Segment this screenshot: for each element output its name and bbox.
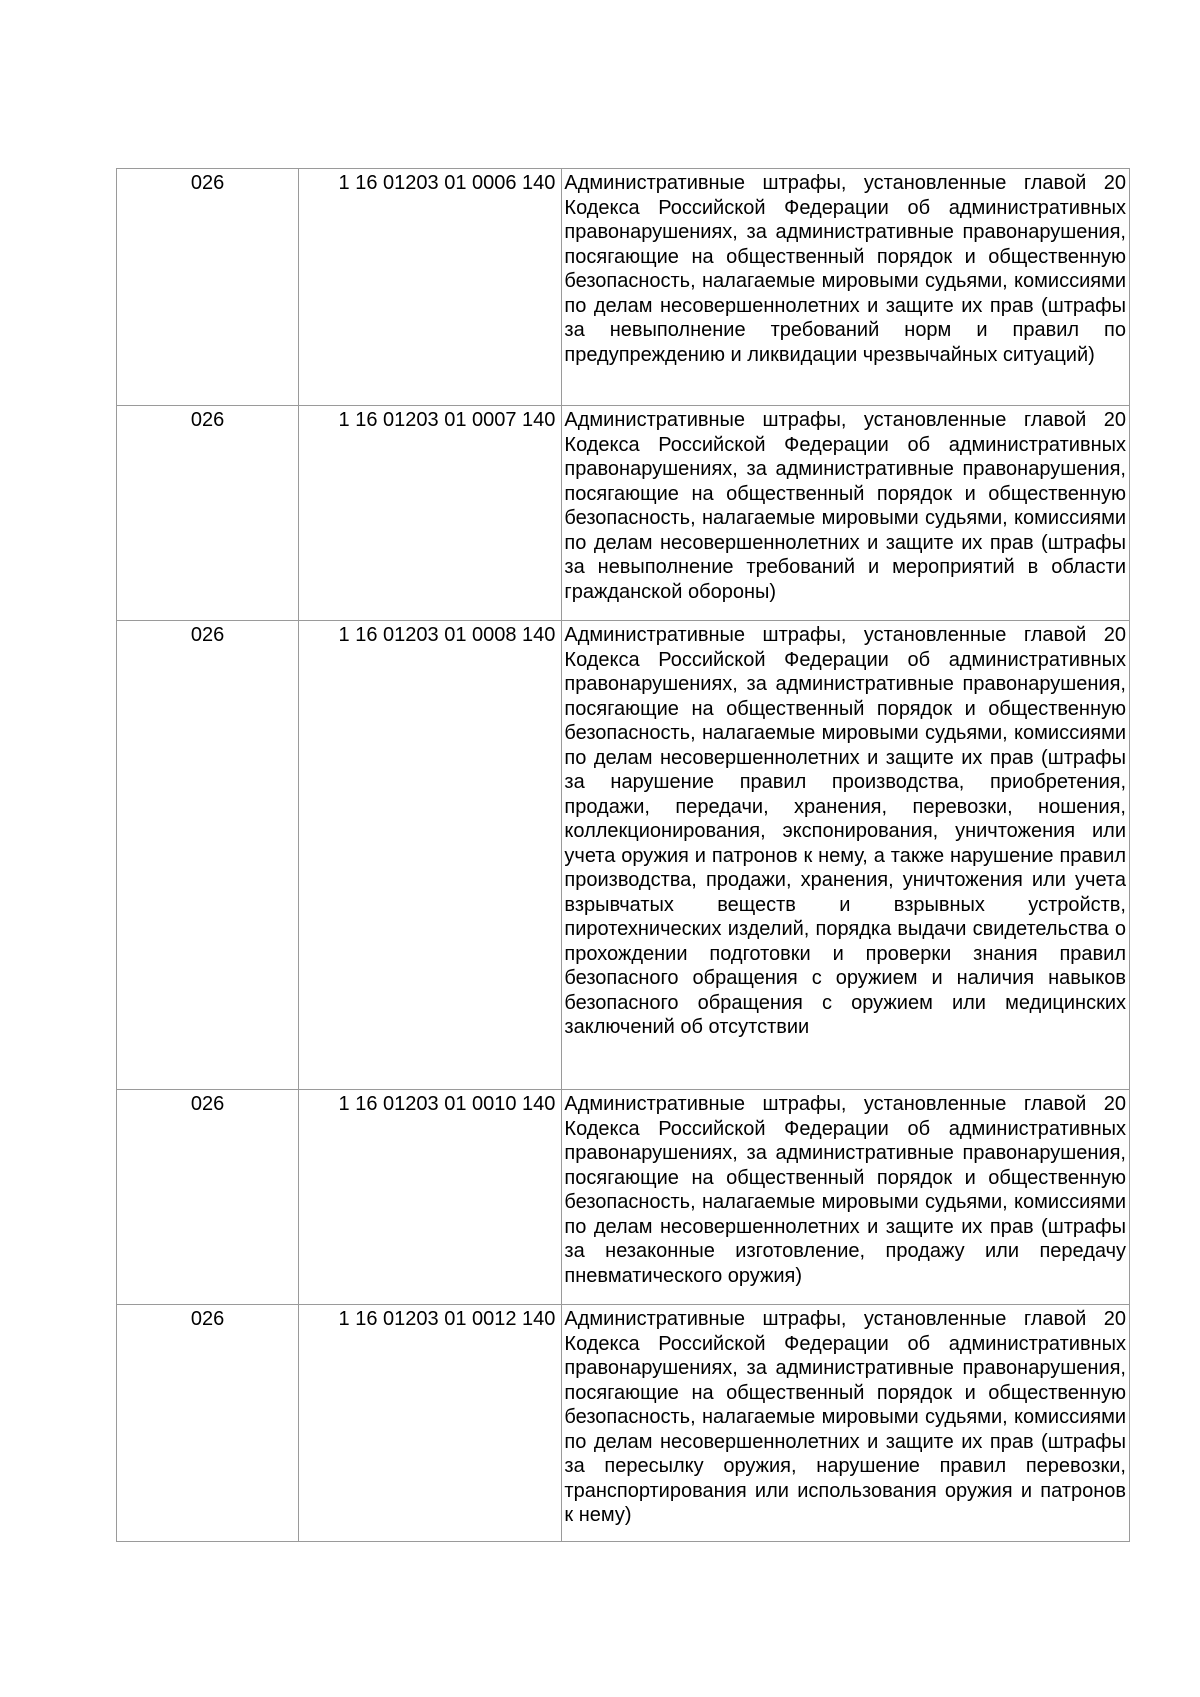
description-cell [562, 406, 1130, 621]
description-text: Административные штрафы, установленные главой 20 Кодекса Российской Федерации об административных правонарушениях, за административные правонарушения, посягающие на общественный порядок и общественную безопасность, налагаемые мировыми судьями, комиссиями по делам несовершеннолетних и защите их прав (штрафы за невыполнение требований и мероприятий в области гражданской обороны) [564, 409, 1126, 603]
kbk-code: 1 16 01203 01 0006 140 [338, 172, 556, 194]
admin-code: 026 [190, 624, 225, 646]
table-row [117, 406, 1130, 621]
kbk-cell [299, 406, 562, 621]
table-row [117, 1090, 1130, 1305]
table-row [117, 621, 1130, 1090]
table-row [117, 169, 1130, 406]
kbk-code: 1 16 01203 01 0007 140 [338, 409, 556, 431]
admin-code: 026 [190, 1093, 225, 1115]
kbk-cell [299, 169, 562, 406]
description-cell [562, 169, 1130, 406]
description-cell [562, 621, 1130, 1090]
kbk-code: 1 16 01203 01 0008 140 [338, 624, 556, 646]
admin-code-cell [117, 621, 299, 1090]
description-cell [562, 1090, 1130, 1305]
description-cell [562, 1305, 1130, 1542]
admin-code: 026 [190, 1308, 225, 1330]
admin-code-cell [117, 406, 299, 621]
admin-code: 026 [190, 409, 225, 431]
description-text: Административные штрафы, установленные главой 20 Кодекса Российской Федерации об административных правонарушениях, за административные правонарушения, посягающие на общественный порядок и общественную безопасность, налагаемые мировыми судьями, комиссиями по делам несовершеннолетних и защите их прав (штрафы за нарушение правил производства, приобретения, продажи, передачи, хранения, перевозки, ношения, коллекционирования, экспонирования, уничтожения или учета оружия и патронов к нему, а также нарушение правил производства, продажи, хранения, уничтожения или учета взрывчатых веществ и взрывных устройств, пиротехнических изделий, порядка выдачи свидетельства о прохождении подготовки и проверки знания правил безопасного обращения с оружием и наличия навыков безопасного обращения с оружием или медицинских заключений об отсутствии [564, 624, 1126, 1038]
admin-code-cell [117, 1090, 299, 1305]
kbk-code: 1 16 01203 01 0010 140 [338, 1093, 556, 1115]
table-row [117, 1305, 1130, 1542]
admin-code: 026 [190, 172, 225, 194]
kbk-cell [299, 1090, 562, 1305]
description-text: Административные штрафы, установленные главой 20 Кодекса Российской Федерации об административных правонарушениях, за административные правонарушения, посягающие на общественный порядок и общественную безопасность, налагаемые мировыми судьями, комиссиями по делам несовершеннолетних и защите их прав (штрафы за пересылку оружия, нарушение правил перевозки, транспортирования или использования оружия и патронов к нему) [564, 1308, 1126, 1526]
kbk-cell [299, 1305, 562, 1542]
description-text: Административные штрафы, установленные главой 20 Кодекса Российской Федерации об административных правонарушениях, за административные правонарушения, посягающие на общественный порядок и общественную безопасность, налагаемые мировыми судьями, комиссиями по делам несовершеннолетних и защите их прав (штрафы за невыполнение требований норм и правил по предупреждению и ликвидации чрезвычайных ситуаций) [564, 172, 1126, 366]
description-text: Административные штрафы, установленные главой 20 Кодекса Российской Федерации об административных правонарушениях, за административные правонарушения, посягающие на общественный порядок и общественную безопасность, налагаемые мировыми судьями, комиссиями по делам несовершеннолетних и защите их прав (штрафы за незаконные изготовление, продажу или передачу пневматического оружия) [564, 1093, 1126, 1287]
kbk-code: 1 16 01203 01 0012 140 [338, 1308, 556, 1330]
admin-code-cell [117, 169, 299, 406]
kbk-cell [299, 621, 562, 1090]
budget-codes-table [116, 168, 1130, 1542]
admin-code-cell [117, 1305, 299, 1542]
